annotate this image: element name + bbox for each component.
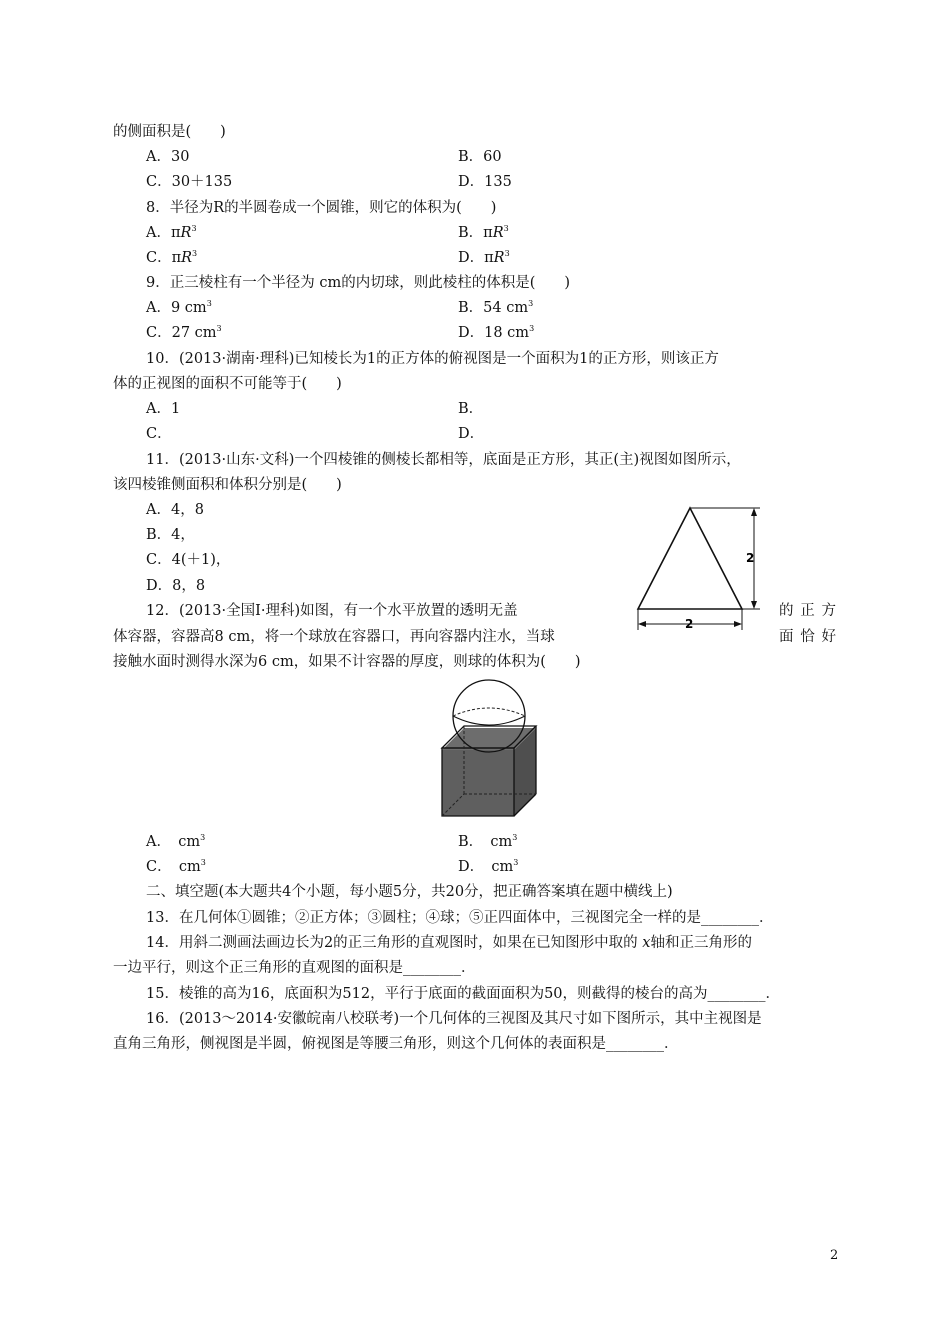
- q11-option-c: C．4(＋1)，: [146, 552, 231, 568]
- q9-option-b: B．54 $cm^3$: [458, 299, 534, 316]
- q7-option-d: D．135: [458, 174, 512, 190]
- q7-option-c: C．30＋135: [146, 174, 233, 190]
- q12-option-a: A． $cm^3$: [146, 833, 206, 850]
- q11-stem-line2: 该四棱锥侧面积和体积分别是( ): [113, 477, 342, 493]
- height-label: 2: [746, 551, 755, 565]
- q12-stem-line3: 接触水面时测得水深为6 cm，如果不计容器的厚度，则球的体积为( ): [113, 654, 581, 670]
- q12-stem-line2-left: 体容器，容器高8 cm，将一个球放在容器口，再向容器内注水，当球: [113, 629, 555, 645]
- q12-option-c: C． $cm^3$: [146, 858, 206, 875]
- section-2-heading: 二、填空题(本大题共4个小题，每小题5分，共20分，把正确答案填在题中横线上): [146, 884, 673, 900]
- q9-stem: 9．正三棱柱有一个半径为 cm的内切球，则此棱柱的体积是( ): [146, 275, 571, 291]
- q12-stem-line1-left: 12．(2013·全国Ⅰ·理科)如图，有一个水平放置的透明无盖: [146, 603, 518, 619]
- q10-stem-line2: 体的正视图的面积不可能等于( ): [113, 376, 342, 392]
- q12-stem-line2-right: 面恰好: [779, 629, 836, 645]
- q10-option-d: D．: [458, 426, 485, 442]
- q13-stem: 13．在几何体①圆锥；②正方体；③圆柱；④球；⑤正四面体中，三视图完全一样的是________．: [146, 910, 774, 926]
- q8-option-b: B．$\pi R^3$: [458, 224, 509, 241]
- q9-option-c: C．27 $cm^3$: [146, 324, 222, 341]
- water-front: [442, 750, 514, 816]
- q7-option-b: B．60: [458, 149, 502, 165]
- q11-front-view-figure: [630, 498, 770, 636]
- q14-stem-line2: 一边平行，则这个正三角形的直观图的面积是________．: [113, 960, 476, 976]
- q8-option-c: C．$\pi R^3$: [146, 249, 198, 266]
- q11-stem-line1: 11．(2013·山东·文科)一个四棱锥的侧棱长都相等，底面是正方形，其正(主)视图如图所示，: [146, 452, 741, 468]
- base-label: 2: [685, 617, 694, 631]
- q8-option-d: D．$\pi R^3$: [458, 249, 510, 266]
- q11-option-a: A．4，8: [146, 502, 204, 518]
- q8-option-a: A．$\pi R^3$: [146, 224, 197, 241]
- q11-option-b: B．4，: [146, 527, 195, 543]
- q10-stem-line1: 10．(2013·湖南·理科)已知棱长为1的正方体的俯视图是一个面积为1的正方形，则该正方: [146, 351, 719, 367]
- q16-stem-line2: 直角三角形，侧视图是半圆，俯视图是等腰三角形，则这个几何体的表面积是________．: [113, 1036, 679, 1052]
- q12-stem-line1-right: 的正方: [779, 603, 836, 619]
- q12-option-b: B． $cm^3$: [458, 833, 518, 850]
- triangle-outline: [638, 508, 742, 609]
- q8-stem: 8．半径为R的半圆卷成一个圆锥，则它的体积为( ): [146, 200, 497, 216]
- q12-sphere-container-figure: [438, 676, 548, 822]
- q9-option-a: A．9 $cm^3$: [146, 299, 212, 316]
- q14-stem-line1: 14．用斜二测画法画边长为2的正三角形的直观图时，如果在已知图形中取的 x轴和正三角形的: [146, 935, 752, 951]
- q10-option-c: C．: [146, 426, 172, 442]
- q11-option-d: D．8，8: [146, 578, 206, 594]
- q16-stem-line1: 16．(2013～2014·安徽皖南八校联考)一个几何体的三视图及其尺寸如下图所示，其中主视图是: [146, 1011, 762, 1027]
- q7-option-a: A．30: [146, 149, 190, 165]
- q12-option-d: D． $cm^3$: [458, 858, 519, 875]
- q15-stem: 15．棱锥的高为16，底面积为512，平行于底面的截面面积为50，则截得的棱台的高为________．: [146, 986, 781, 1002]
- q9-option-d: D．18 $cm^3$: [458, 324, 535, 341]
- page-number: 2: [830, 1248, 839, 1263]
- q7-stem-tail: 的侧面积是( ): [113, 124, 226, 140]
- q10-option-b: B．: [458, 401, 484, 417]
- q10-option-a: A．1: [146, 401, 181, 417]
